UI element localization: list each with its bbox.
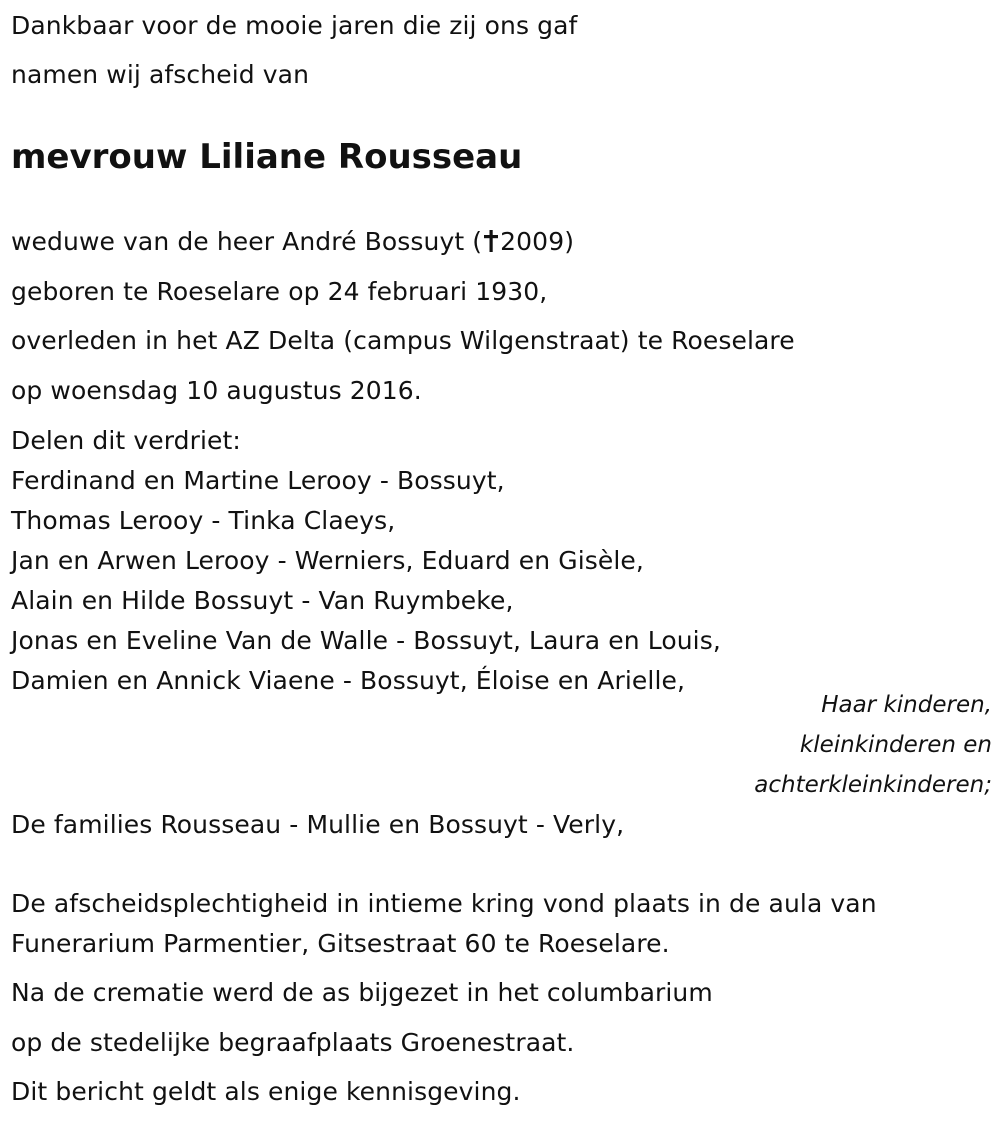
widow-line-text: weduwe van de heer André Bossuyt ( bbox=[11, 227, 483, 256]
mourner-line: Jonas en Eveline Van de Walle - Bossuyt, Laura en Louis, bbox=[11, 626, 721, 655]
mourner-line: Damien en Annick Viaene - Bossuyt, Éloise en Arielle, bbox=[11, 666, 686, 695]
mourner-line: Alain en Hilde Bossuyt - Van Ruymbeke, bbox=[11, 586, 514, 615]
birth-line: geboren te Roeselare op 24 februari 1930, bbox=[11, 277, 548, 306]
ceremony-line: Funerarium Parmentier, Gitsestraat 60 te Roeselare. bbox=[11, 929, 670, 958]
signoff-line: kleinkinderen en bbox=[799, 732, 992, 758]
signoff-line: achterkleinkinderen; bbox=[754, 772, 992, 798]
closing-line: Na de crematie werd de as bijgezet in het columbarium bbox=[11, 978, 713, 1007]
intro-line: Dankbaar voor de mooie jaren die zij ons gaf bbox=[11, 11, 578, 40]
mourners-heading: Delen dit verdriet: bbox=[11, 426, 241, 455]
mourner-line: Ferdinand en Martine Lerooy - Bossuyt, bbox=[11, 466, 505, 495]
signoff-line: Haar kinderen, bbox=[821, 692, 992, 718]
families-line: De families Rousseau - Mullie en Bossuyt - Verly, bbox=[11, 810, 625, 839]
closing-line: Dit bericht geldt als enige kennisgeving. bbox=[11, 1077, 521, 1106]
widow-line-year: 2009) bbox=[500, 227, 575, 256]
deceased-name: mevrouw Liliane Rousseau bbox=[11, 137, 523, 177]
mourner-line: Jan en Arwen Lerooy - Werniers, Eduard en Gisèle, bbox=[11, 546, 644, 575]
death-place-line: overleden in het AZ Delta (campus Wilgenstraat) te Roeselare bbox=[11, 326, 795, 355]
widow-line bbox=[11, 227, 574, 257]
closing-line: op de stedelijke begraafplaats Groenestraat. bbox=[11, 1028, 575, 1057]
death-date-line: op woensdag 10 augustus 2016. bbox=[11, 376, 422, 405]
intro-line: namen wij afscheid van bbox=[11, 60, 310, 89]
cross-icon bbox=[483, 229, 499, 253]
ceremony-line: De afscheidsplechtigheid in intieme kring vond plaats in de aula van bbox=[11, 889, 877, 918]
mourner-line: Thomas Lerooy - Tinka Claeys, bbox=[11, 506, 396, 535]
